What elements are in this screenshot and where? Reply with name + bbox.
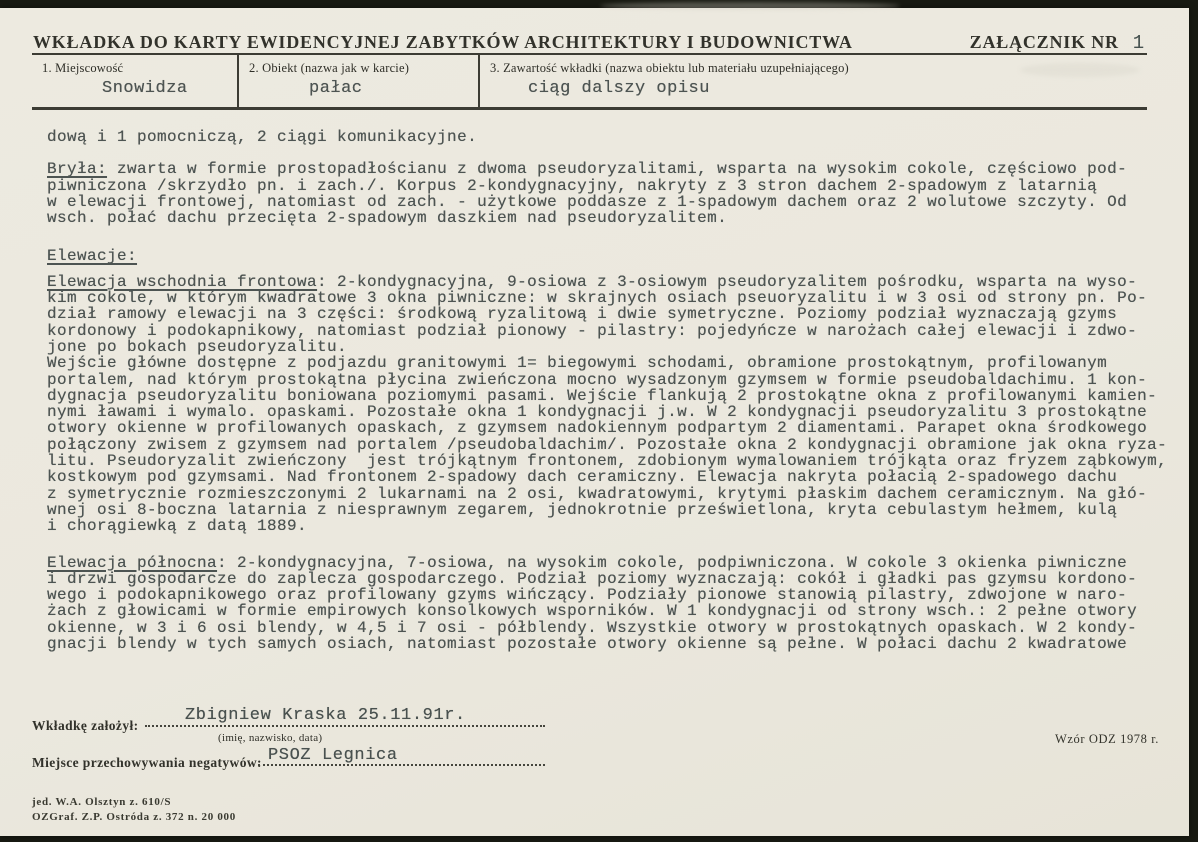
attachment-number: 1 xyxy=(1132,32,1145,54)
field-zawartosc xyxy=(478,55,1147,107)
field-obiekt xyxy=(237,55,478,107)
text-line: wsch. połać dachu przecięta 2-spadowym daszkiem nad pseudoryzalitem. xyxy=(47,209,728,228)
paragraph-bryla-lines xyxy=(47,178,1172,227)
heading-elewacja-wschodnia: Elewacja wschodnia frontowa xyxy=(47,272,318,291)
field-label: 2. Obiekt (nazwa jak w karcie) xyxy=(249,61,410,75)
attachment-number-block xyxy=(970,32,1145,54)
table-bottom-rule xyxy=(32,107,1147,110)
typed-body xyxy=(47,129,1172,652)
text-line: dział ramowy elewacji na 3 części: środkową ryzalitową i dwie symetryczne. Poziomy podział wyznaczają gzyms xyxy=(47,305,1118,324)
paragraph-elewacja-wschodnia xyxy=(47,274,1172,535)
paragraph-wschodnia-lines xyxy=(47,290,1172,534)
text-line: gnacji blendy w tych samych osiach, natomiast pozostałe otwory okienne są pełne. W połaci dachu 2 kwadratowe xyxy=(47,635,1128,654)
text-line xyxy=(47,161,1172,177)
heading-bryla: Bryła: xyxy=(47,160,108,179)
text-line: kim cokole, w którym kwadratowe 3 okna piwniczne: w skrajnych osiach pseuoryzalitu i w 3 osi od strony pn. Po- xyxy=(47,289,1148,308)
negatives-label: Miejsce przechowywania negatywów: xyxy=(32,755,262,770)
text-line: i chorągiewką z datą 1889. xyxy=(47,517,308,536)
field-value: Snowidza xyxy=(102,79,188,98)
print-info-line1: jed. W.A. Olsztyn z. 610/S xyxy=(32,796,172,808)
text-line: kordonowy i podokapnikowy, natomiast podział pionowy - pilastry: pojedyńcze w narożach całej elewacji i zdwo- xyxy=(47,321,1138,340)
text-line: litu. Pseudoryzalit zwieńczony jest trójkątnym frontonem, zdobionym wymalowaniem trójkąta oraz fryzem ząbkowym, xyxy=(47,452,1168,471)
text-line xyxy=(47,555,1172,571)
field-label: 1. Miejscowość xyxy=(42,61,124,75)
field-table xyxy=(32,55,1147,107)
attachment-label: ZAŁĄCZNIK NR xyxy=(969,32,1119,52)
field-label: 3. Zawartość wkładki (nazwa obiektu lub materiału uzupełniającego) xyxy=(490,61,849,75)
paragraph-elewacja-polnocna xyxy=(47,555,1172,653)
heading-elewacja-polnocna: Elewacja północna xyxy=(47,553,218,572)
text-line: okienne, w 3 i 6 osi blendy, w 4,5 i 7 osi - półblendy. Wszystkie otwory w prostokątnych opaskach. W 2 kondy- xyxy=(47,618,1138,637)
negatives-line xyxy=(258,764,545,766)
heading-elewacje: Elewacje: xyxy=(47,247,138,266)
text-line: wnej osi 8-boczna latarnia z niesprawnym zegarem, jednokrotnie prześwietlona, kryta cebulastym hełmem, kulą xyxy=(47,500,1118,519)
text-line: : 2-kondygnacyjna, 9-osiowa z 3-osiowym pseudoryzalitem pośrodku, wsparta na wyso- xyxy=(317,272,1138,291)
text-line: dową i 1 pomocniczą, 2 ciągi komunikacyjne. xyxy=(47,128,478,146)
page-title: WKŁADKA DO KARTY EWIDENCYJNEJ ZABYTKÓW ARCHITEKTURY I BUDOWNICTWA xyxy=(33,32,853,52)
scan-artifact xyxy=(600,2,900,10)
text-line: połączony zwisem z gzymsem nad portalem /pseudobaldachim/. Pozostałe okna 2 kondygnacji obramione jak okna ryza- xyxy=(47,435,1168,454)
text-line: zwarta w formie prostopadłościanu z dwoma pseudoryzalitami, wsparta na wysokim cokole, częściowo pod- xyxy=(107,160,1128,179)
founder-signature-line xyxy=(145,725,545,727)
founder-hint: (imię, nazwisko, data) xyxy=(218,732,323,744)
paragraph-bryla xyxy=(47,161,1172,226)
heading-elewacje-block xyxy=(47,248,1172,264)
pattern-note: Wzór ODZ 1978 r. xyxy=(1055,732,1160,746)
text-line: żach z głowicami w formie empirowych konsolkowych wsporników. W 1 kondygnacji od strony wsch.: 2 pełne otwory xyxy=(47,602,1138,621)
text-line: otwory okienne w profilowanych opaskach, z gzymsem nadokiennym podpartym 2 diamentami. Parapet okna środkowego xyxy=(47,419,1148,438)
document-header xyxy=(33,32,1145,54)
text-line: : 2-kondygnacyjna, 7-osiowa, na wysokim cokole, podpiwniczona. W cokole 3 okienka piwniczne xyxy=(217,553,1128,572)
text-line: portalem, nad którym prostokątna płycina zwieńczona mocno wysadzonym gzymsem w formie pseudobaldachimu. 1 kon- xyxy=(47,370,1148,389)
founder-label: Wkładkę założył: xyxy=(32,718,139,733)
text-line: dygnacja pseudoryzalitu boniowana poziomymi pasami. Wejście flankują 2 prostokątne okna z profilowanymi kamien- xyxy=(47,386,1158,405)
text-line: nymi ławami i wymalo. opaskami. Pozostałe okna 1 kondygnacji j.w. W 2 kondygnacji pseudoryzalitu 3 prostokątne xyxy=(47,403,1148,422)
founder-value: Zbigniew Kraska 25.11.91r. xyxy=(185,706,466,725)
paragraph-polnocna-lines xyxy=(47,571,1172,652)
text-line: Wejście główne dostępne z podjazdu granitowymi 1= biegowymi schodami, obramione prostokątnym, profilowanym xyxy=(47,354,1108,373)
field-value: ciąg dalszy opisu xyxy=(528,79,710,98)
negatives-value: PSOZ Legnica xyxy=(268,746,398,765)
text-line: piwniczona /skrzydło pn. i zach./. Korpus 2-kondygnacyjny, nakryty z 3 stron dachem 2-spadowym z latarnią xyxy=(47,176,1098,195)
text-line: z symetrycznie rozmieszczonymi 2 lukarnami na 2 osi, kwadratowymi, krytymi płaskim dachem ceramicznym. Na głó- xyxy=(47,484,1148,503)
text-line: w elewacji frontowej, natomiast od zach. - użytkowe poddasze z 1-spadowym dachem oraz 2 wolutowe szczyty. Od xyxy=(47,192,1128,211)
document-page xyxy=(0,8,1189,836)
paragraph-intro xyxy=(47,129,1172,145)
text-line xyxy=(47,274,1172,290)
print-info-line2: OZGraf. Z.P. Ostróda z. 372 n. 20 000 xyxy=(32,811,236,823)
field-miejscowosc xyxy=(32,55,237,107)
text-line: i drzwi gospodarcze do zaplecza gospodarczego. Podział poziomy wyznaczają: cokół i gładki pas gzymsu kordono- xyxy=(47,569,1138,588)
text-line: wego i podokapnikowego oraz profilowany gzyms wińczący. Podziały pionowe stanowią pilastry, zdwojone w naro- xyxy=(47,586,1128,605)
text-line: kostkowym pod gzymsami. Nad frontonem 2-spadowy dach ceramiczny. Elewacja nakryta połacią 2-spadowego dachu xyxy=(47,468,1118,487)
text-line: jone po bokach pseudoryzalitu. xyxy=(47,337,348,356)
field-value: pałac xyxy=(309,79,363,98)
